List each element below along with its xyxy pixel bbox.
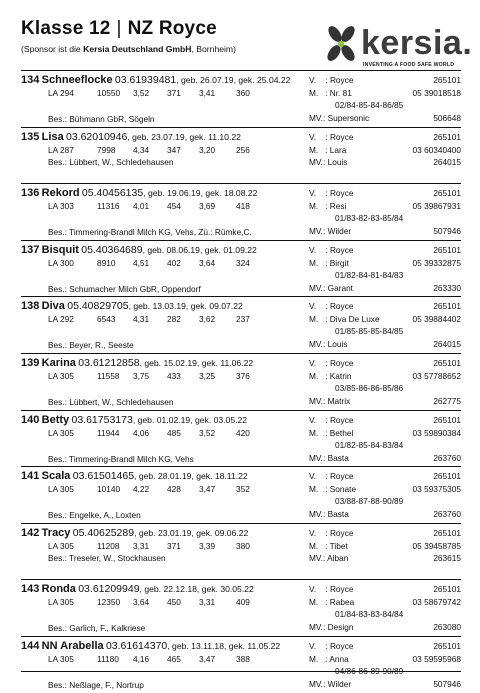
performance-value: 11558 [97,370,120,381]
performance-value: 371 [167,540,181,551]
performance-value: 4,16 [133,653,150,664]
maternal-sire-name: Alban [327,552,349,563]
dam-classification: 01/84-83-83-84/84 [335,609,404,620]
calving-date: gek. 09.06.22 [196,527,249,538]
sire-number: 265101 [433,244,461,255]
performance-value: 11944 [97,427,120,438]
maternal-sire-number: 506648 [433,113,461,123]
entry-list [21,70,461,693]
birth-date: geb. 13.11.18 [172,640,224,651]
calving-date: gek. 11.05.22 [228,640,281,651]
performance-value: 454 [167,201,181,212]
performance-value: 347 [167,144,181,155]
sire-number: 265101 [433,640,461,651]
performance-value: 3,52 [199,427,216,438]
owner: Bes.: Beyer, R., Seeste [48,340,134,351]
dam-number: 05 39018518 [412,88,461,98]
dam-classification: 02/84-85-84-86/85 [335,100,404,110]
list-item [21,70,461,127]
maternal-sire-label: MV.: Garant [309,282,353,293]
calving-date: gek. 30.05.22 [201,584,254,595]
performance-value: 360 [236,88,250,98]
dam-label: M. : Bethel [309,427,354,438]
owner: Bes.: Schumacher Milch GbR, Oppendorf [48,283,201,294]
performance-value: 409 [236,597,250,608]
performance-value: LA 305 [48,427,74,438]
entry-headline: 142 Tracy 05.40625289, geb. 23.01.19, gek. 09.06.22 [21,526,249,539]
list-item [21,636,461,693]
performance-value: 352 [236,484,250,495]
sire-label: V. : Royce [309,188,354,199]
performance-value: 3,31 [199,597,216,608]
dam-name: Rabea [329,597,355,608]
sire-number: 265101 [433,414,461,425]
cow-id: 03.61501465 [72,470,135,483]
dam-name: Bethel [329,427,354,438]
dam-name: Katrin [329,370,352,381]
performance-value: 402 [167,257,181,268]
entry-number: 137 [21,243,40,256]
performance-value: 3,64 [133,597,150,608]
dam-number: 05 39458785 [412,540,461,551]
sire-name: Royce [329,584,354,595]
sire-label: V. : Royce [309,471,354,482]
maternal-sire-name: Design [327,622,354,633]
maternal-sire-name: Wilder [327,678,352,689]
performance-value: LA 303 [48,201,74,212]
maternal-sire-name: Matrix [327,395,351,406]
dam-label: M. : Rabea [309,597,355,608]
cow-id: 05.40829705 [67,300,129,313]
cow-id: 05.40625289 [72,526,135,539]
class-name: NZ Royce [127,18,217,39]
cow-name: Schneeflocke [41,74,113,86]
performance-value: 11180 [97,653,119,664]
pedigree-block [309,467,461,523]
dam-number: 03 57788652 [412,370,461,381]
owner: Bes.: Engelke, A., Loxten [48,510,141,521]
performance-value: 324 [236,257,250,268]
owner: Bes.: Neßlage, F., Nortrup [48,679,144,690]
dam-classification: 03/88-87-88-90/89 [335,496,404,507]
maternal-sire-name: Garant [327,282,353,293]
cow-name: Betty [41,413,70,426]
performance-value: 3,47 [199,484,216,495]
list-item [21,466,461,523]
pedigree-block [309,411,461,467]
maternal-sire-number: 262775 [433,395,461,406]
entry-headline: 143 Ronda 03.61209949, geb. 22.12.18, gek. 30.05.22 [21,583,254,596]
list-item [21,523,461,580]
entry-number: 139 [21,356,40,369]
dam-name: Diva De Luxe [329,314,380,325]
sire-name: Royce [329,75,354,85]
performance-value: 8910 [97,257,116,268]
performance-value: 282 [167,314,181,325]
entry-headline: 139 Karina 03.61212858, geb. 15.02.19, gek. 11.06.22 [21,356,254,369]
entry-headline: 138 Diva 05.40829705, geb. 13.03.19, gek. 09.07.22 [21,300,243,313]
dam-label: M. : Anna [309,653,349,664]
performance-value: LA 300 [48,257,74,268]
list-item [21,579,461,636]
cow-id: 03.61614370 [105,639,168,652]
title-separator: | [116,18,122,39]
maternal-sire-name: Basta [327,509,349,520]
sponsor-company: Kersia Deutschland GmbH [83,44,192,54]
performance-value: 7998 [97,144,116,155]
sire-name: Royce [329,414,354,425]
maternal-sire-label: MV.: Wilder [309,226,352,237]
entry-number: 141 [21,470,40,483]
cow-name: Scala [41,470,71,483]
entry-headline: 137 Bisquit 05.40364689, geb. 08.06.19, gek. 01.09.22 [21,243,257,256]
birth-date: geb. 28.01.19 [138,471,192,482]
owner: Bes.: Timmering-Brandl Milch KG, Vehs [48,453,194,464]
cow-name: Lisa [41,130,64,143]
maternal-sire-label: MV.: Basta [309,452,349,463]
list-item [21,410,461,467]
calving-date: gek. 01.09.22 [204,244,257,255]
performance-value: LA 305 [48,653,74,664]
performance-value: 3,75 [133,370,150,381]
maternal-sire-number: 507946 [433,226,461,237]
performance-value: 3,69 [199,201,216,212]
performance-value: 485 [167,427,181,438]
maternal-sire-number: 264015 [433,339,461,350]
performance-value: 11316 [97,201,120,212]
dam-classification: 01/82-85-84-83/84 [335,439,404,450]
dam-label: M. : Diva De Luxe [309,314,380,325]
dam-number: 05 39332875 [412,257,461,268]
performance-value: 3,39 [199,540,216,551]
performance-value: 371 [167,88,181,98]
cow-id: 03.61939481 [114,74,177,86]
birth-date: geb. 19.06.19 [148,188,201,199]
dam-label: M. : Nr. 81 [309,88,352,98]
performance-value: 380 [236,540,250,551]
maternal-sire-name: Louis [327,339,348,350]
dam-label: M. : Birgit [309,257,349,268]
class-title [21,18,217,40]
logo-tagline: INVENTING A FOOD SAFE WORLD [363,62,455,68]
sponsor-suffix: , Bornheim) [191,44,236,54]
performance-value: 3,52 [133,88,150,98]
cow-id: 03.61753173 [71,413,133,426]
pedigree-block [309,297,461,353]
dam-name: Birgit [329,257,349,268]
dam-classification: 04/86-86-89-90/89 [335,665,404,676]
maternal-sire-number: 264015 [433,156,461,167]
pedigree-block [309,128,461,184]
performance-value: 3,64 [199,257,216,268]
sire-name: Royce [329,527,354,538]
kersia-leaf-icon [321,24,361,64]
kersia-logo [321,22,473,72]
birth-date: geb. 01.02.19 [137,414,191,425]
performance-value: 450 [167,597,181,608]
maternal-sire-name: Louis [327,156,348,167]
maternal-sire-number: 263080 [433,622,461,633]
sire-name: Royce [329,357,354,368]
list-item [21,127,461,184]
sire-number: 265101 [433,584,461,595]
dam-label: M. : Resi [309,201,347,212]
performance-value: 4,34 [133,144,150,155]
owner: Bes.: Timmering-Brandl Milch KG, Vehs, Zü.: Rümke,C. [48,227,252,238]
dam-name: Sonate [329,484,357,495]
performance-value: 3,20 [199,144,216,155]
maternal-sire-label: MV.: Matrix [309,395,351,406]
birth-date: geb. 23.07.19 [132,131,185,142]
sire-number: 265101 [433,301,461,312]
performance-value: 6543 [97,314,116,325]
sire-name: Royce [329,471,354,482]
calving-date: gek. 18.08.22 [205,188,258,199]
list-item [21,183,461,240]
class-label: Klasse 12 [21,18,111,39]
birth-date: geb. 13.03.19 [133,301,186,312]
pedigree-block [309,580,461,636]
owner: Bes.: Bühmann GbR, Sögeln [48,114,155,124]
performance-value: 418 [236,201,250,212]
sire-label: V. : Royce [309,584,354,595]
entry-headline: 136 Rekord 05.40456135, geb. 19.06.19, gek. 18.08.22 [21,187,258,200]
calving-date: gek. 11.06.22 [201,357,254,368]
maternal-sire-name: Basta [327,452,349,463]
sire-label: V. : Royce [309,640,354,651]
performance-value: 388 [236,653,250,664]
sire-label: V. : Royce [309,301,354,312]
maternal-sire-number: 263760 [433,452,461,463]
pedigree-block [309,354,461,410]
performance-value: 376 [236,370,250,381]
performance-value: 3,62 [199,314,216,325]
owner: Bes.: Garlich, F., Kalkriese [48,623,146,634]
dam-number: 03 59595968 [412,653,461,664]
dam-name: Resi [329,201,347,212]
maternal-sire-number: 507946 [433,678,461,689]
sire-name: Royce [329,244,354,255]
sire-label: V. : Royce [309,75,354,85]
owner: Bes.: Treseler, W., Stockhausen [48,552,166,563]
entry-headline: 144 NN Arabella 03.61614370, geb. 13.11.18, gek. 11.05.22 [21,639,281,652]
pedigree-block [309,184,461,240]
page-header [21,18,473,70]
birth-date: geb. 23.01.19 [138,527,192,538]
dam-number: 05 39884402 [412,314,461,325]
maternal-sire-number: 263330 [433,282,461,293]
entry-headline: 135 Lisa 03.62010946, geb. 23.07.19, gek. 11.10.22 [21,130,241,143]
entry-number: 140 [21,413,40,426]
entry-headline: 134 Schneeflocke 03.61939481, geb. 26.07.19, gek. 25.04.22 [21,74,291,86]
performance-value: 3,41 [199,88,216,98]
performance-value: 237 [236,314,250,325]
dam-classification: 01/82-84-81-84/83 [335,269,404,280]
dam-number: 03 59375305 [412,484,461,495]
calving-date: gek. 09.07.22 [190,301,243,312]
pedigree-block [309,524,461,580]
cow-id: 03.61209949 [78,583,140,596]
dam-classification: 03/85-86-86-85/86 [335,382,404,393]
performance-value: 3,47 [199,653,216,664]
performance-value: 256 [236,144,250,155]
calving-date: gek. 25.04.22 [238,75,291,85]
calving-date: gek. 18.11.22 [196,471,248,482]
performance-value: 428 [167,484,181,495]
maternal-sire-label: MV.: Wilder [309,678,352,689]
sire-label: V. : Royce [309,244,354,255]
entry-headline: 140 Betty 03.61753173, geb. 01.02.19, gek. 03.05.22 [21,413,248,426]
performance-value: 10550 [97,88,121,98]
cow-name: Ronda [41,583,76,596]
pedigree-block [309,241,461,297]
sponsor-prefix: (Sponsor ist die [21,44,84,54]
entry-number: 134 [21,74,40,86]
entry-number: 138 [21,300,40,313]
sire-name: Royce [329,188,354,199]
sire-label: V. : Royce [309,131,354,142]
performance-value: 10140 [97,484,121,495]
maternal-sire-label: MV.: Alban [309,552,349,563]
dam-label: M. : Tibet [309,540,348,551]
dam-name: Lara [329,144,347,155]
performance-value: 420 [236,427,250,438]
performance-value: LA 292 [48,314,74,325]
sponsor-line [21,44,236,54]
cow-name: Bisquit [41,243,79,256]
maternal-sire-label: MV.: Basta [309,509,349,520]
cow-name: Diva [41,300,65,313]
maternal-sire-label: MV.: Design [309,622,354,633]
sire-label: V. : Royce [309,527,354,538]
calving-date: gek. 11.10.22 [189,131,241,142]
birth-date: geb. 15.02.19 [144,357,197,368]
performance-value: 4,01 [133,201,150,212]
performance-value: 433 [167,370,181,381]
birth-date: geb. 26.07.19 [181,75,234,85]
sire-number: 265101 [433,131,461,142]
performance-value: 4,06 [133,427,150,438]
birth-date: geb. 22.12.18 [144,584,197,595]
sire-label: V. : Royce [309,414,354,425]
list-item [21,240,461,297]
maternal-sire-label: MV.: Supersonic [309,113,370,123]
cow-id: 05.40456135 [81,187,144,200]
owner: Bes.: Lübbert, W., Schledehausen [48,156,174,167]
performance-value: LA 305 [48,597,74,608]
pedigree-block [309,637,461,693]
performance-value: 4,51 [133,257,150,268]
maternal-sire-label: MV.: Louis [309,156,348,167]
maternal-sire-number: 263760 [433,509,461,520]
sire-name: Royce [329,131,354,142]
dam-number: 03 58679742 [412,597,461,608]
cow-id: 03.61212858 [78,356,140,369]
cow-name: Tracy [41,526,71,539]
sire-name: Royce [329,640,354,651]
list-item [21,296,461,353]
pedigree-block [309,71,461,127]
dam-name: Tibet [329,540,348,551]
calving-date: gek. 03.05.22 [194,414,248,425]
sire-number: 265101 [433,471,461,482]
entry-number: 143 [21,583,40,596]
performance-value: 3,25 [199,370,216,381]
performance-value: LA 305 [48,540,74,551]
entry-number: 136 [21,187,40,200]
dam-name: Anna [329,653,349,664]
birth-date: geb. 08.06.19 [147,244,200,255]
owner: Bes.: Lübbert, W., Schledehausen [48,396,174,407]
performance-value: LA 305 [48,370,74,381]
sire-name: Royce [329,301,354,312]
cow-id: 03.62010946 [66,130,128,143]
cow-name: Karina [41,356,76,369]
logo-wordmark: kersia. [361,24,473,62]
dam-number: 05 39867931 [412,201,461,212]
performance-value: 465 [167,653,181,664]
dam-classification: 01/85-85-85-84/85 [335,326,404,337]
entry-number: 142 [21,526,40,539]
cow-name: Rekord [41,187,80,200]
maternal-sire-name: Wilder [327,226,352,237]
sire-number: 265101 [433,527,461,538]
performance-value: LA 287 [48,144,74,155]
maternal-sire-name: Supersonic [327,113,370,123]
entry-number: 144 [21,639,40,652]
maternal-sire-number: 263615 [433,552,461,563]
dam-label: M. : Sonate [309,484,357,495]
performance-value: 12350 [97,597,121,608]
entry-headline: 141 Scala 03.61501465, geb. 28.01.19, gek. 18.11.22 [21,470,248,483]
dam-number: 03 59890384 [412,427,461,438]
performance-value: LA 305 [48,484,74,495]
list-item [21,353,461,410]
dam-name: Nr. 81 [329,88,352,98]
performance-value: 3,31 [133,540,150,551]
sire-number: 265101 [433,188,461,199]
dam-label: M. : Lara [309,144,347,155]
performance-value: 4,22 [133,484,150,495]
performance-value: 4,31 [133,314,150,325]
cow-name: NN Arabella [41,639,104,652]
dam-classification: 01/83-82-83-85/84 [335,213,404,224]
maternal-sire-label: MV.: Louis [309,339,348,350]
entry-number: 135 [21,130,40,143]
dam-label: M. : Katrin [309,370,352,381]
performance-value: LA 294 [48,88,74,98]
sire-label: V. : Royce [309,357,354,368]
bottom-divider [21,671,461,672]
dam-number: 03 60340400 [412,144,461,155]
sire-number: 265101 [433,75,461,85]
performance-value: 11208 [97,540,120,551]
cow-id: 05.40364689 [81,243,143,256]
sire-number: 265101 [433,357,461,368]
